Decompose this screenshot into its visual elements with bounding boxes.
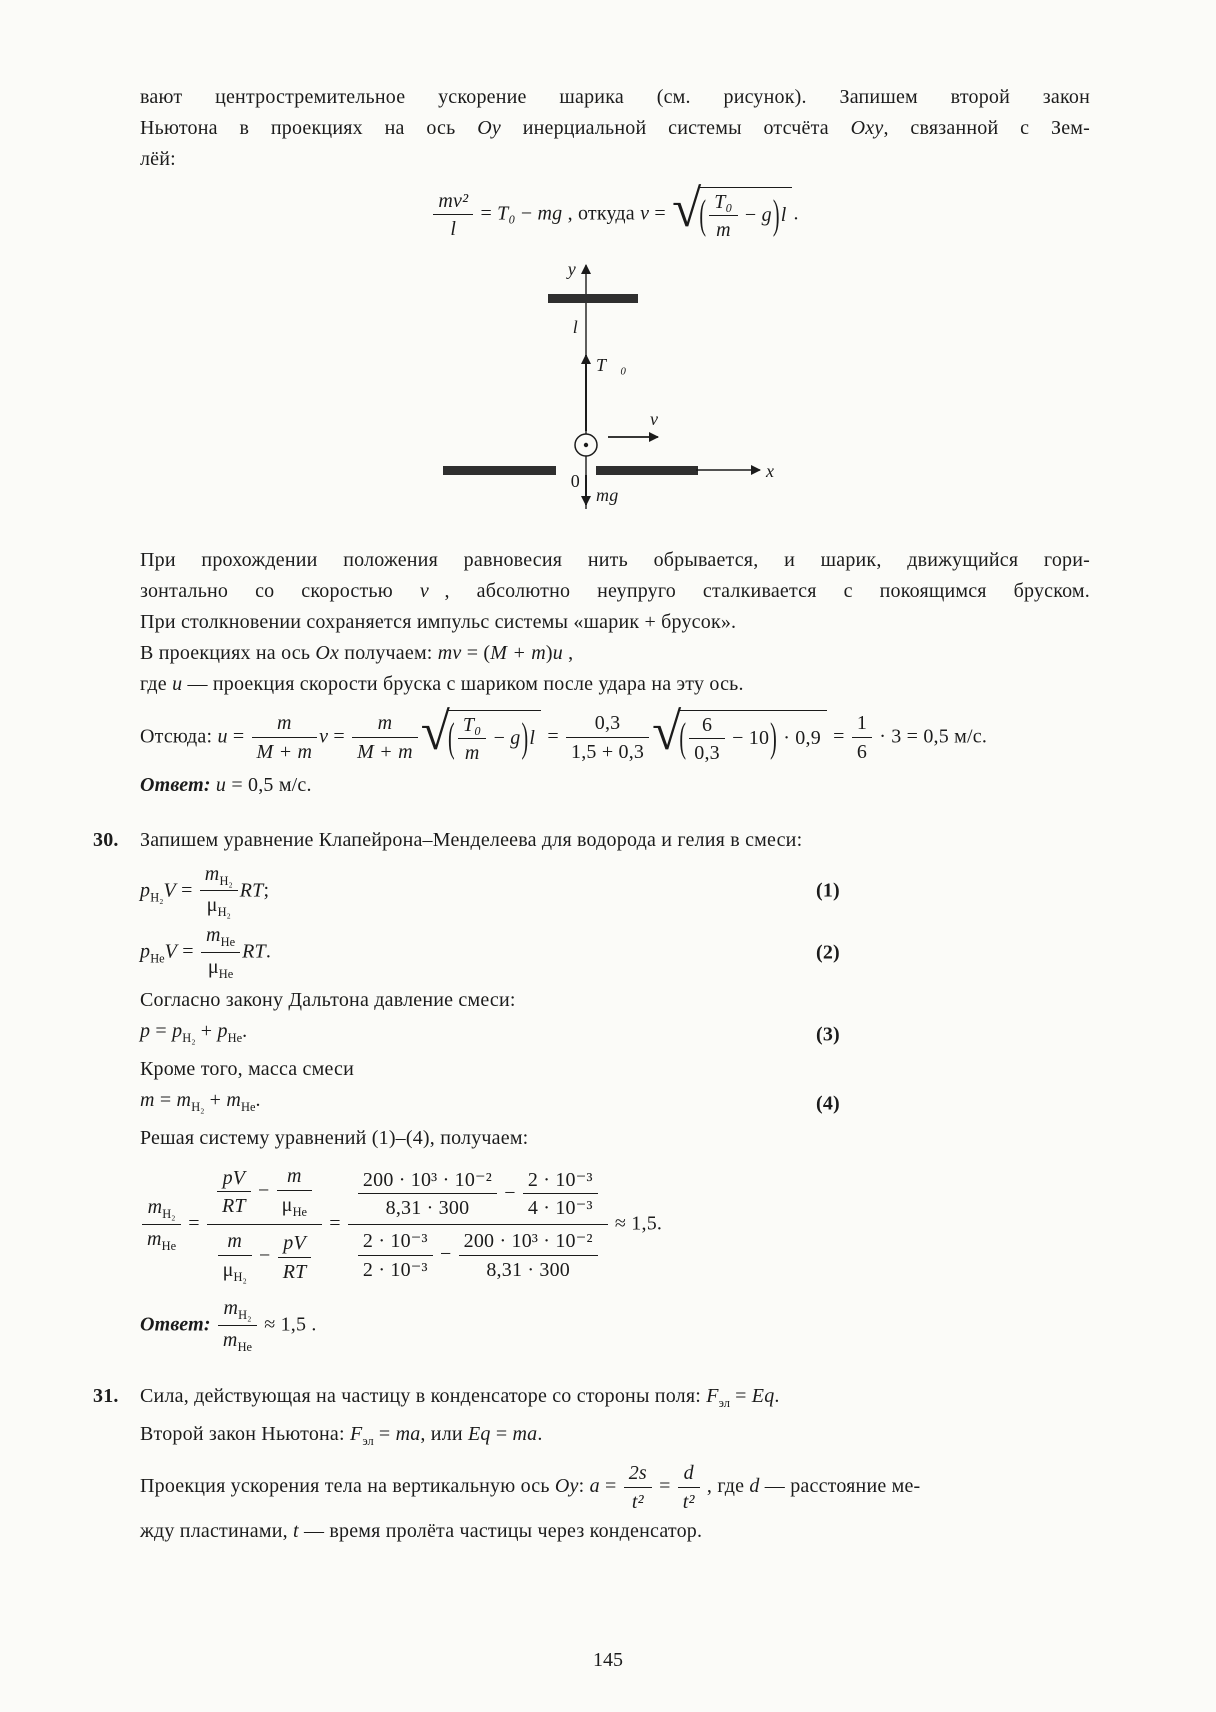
problem-number: 30. <box>93 828 119 851</box>
math-token: · 3 = 0,5 м/с. <box>874 725 988 748</box>
math-token: m <box>226 1089 242 1112</box>
sqrt-body <box>678 710 827 766</box>
paragraph-collision <box>140 545 1090 638</box>
page-number: 145 <box>593 1649 623 1671</box>
subscript: He <box>241 1100 256 1115</box>
math-token: m <box>204 862 220 885</box>
equation-tag: (3) <box>816 1023 840 1046</box>
math-token: = <box>328 725 351 748</box>
subscript: H₂ <box>238 1307 252 1322</box>
line-momentum-projection <box>140 638 1090 669</box>
denominator <box>218 1256 252 1286</box>
text-run: = 0,5 м/с. <box>226 773 312 796</box>
equation-3 <box>140 1016 1090 1054</box>
equation-tag: (2) <box>816 941 840 964</box>
math-token: . <box>793 202 799 225</box>
text-line <box>140 113 1090 144</box>
fraction <box>207 1162 322 1288</box>
problem-30 <box>93 825 1090 1356</box>
big-paren: ) <box>772 192 780 238</box>
math-token: l <box>529 726 536 749</box>
big-paren: ) <box>770 715 778 761</box>
fraction <box>352 711 418 764</box>
math-token: = <box>175 879 198 902</box>
denominator: M + m <box>256 740 313 763</box>
text-run: лёй: <box>140 148 176 170</box>
math-token: = <box>475 202 498 225</box>
math-token: M + m <box>490 641 546 664</box>
text-run: Ньютона в проекциях на ось <box>140 117 478 139</box>
math-token: μ <box>281 1193 293 1216</box>
math-token: t <box>293 1520 299 1543</box>
math-token: m <box>205 924 221 947</box>
math-token: − <box>434 1243 457 1266</box>
math-token: Oy <box>554 1475 579 1498</box>
denominator: t² <box>682 1490 695 1513</box>
text-run: Второй закон Ньютона: <box>140 1423 350 1446</box>
answer-label: Ответ: <box>140 773 211 796</box>
numerator: pV <box>278 1231 312 1257</box>
math-token: m <box>147 1196 163 1219</box>
math-token: v <box>319 725 329 748</box>
text-run: — расстояние ме- <box>759 1475 921 1498</box>
math-token: , где <box>701 1475 750 1498</box>
math-token: μ <box>206 894 218 917</box>
math-token: g <box>510 726 521 749</box>
math-token: = <box>653 1475 676 1498</box>
fraction <box>459 1229 598 1282</box>
math-token: μ <box>222 1258 234 1281</box>
text-run: жду пластинами, <box>140 1520 294 1543</box>
math-token: ≈ 1,5 . <box>259 1313 317 1336</box>
radical-sign: √ <box>420 702 451 761</box>
text-run: зонтально со скоростью <box>140 579 420 602</box>
math-token: ma <box>395 1423 421 1446</box>
denominator <box>201 953 240 983</box>
denominator <box>142 1225 181 1255</box>
math-token: ≈ 1,5. <box>609 1212 663 1235</box>
text-run: Сила, действующая на частицу в конденсаторе со стороны поля: <box>140 1385 707 1408</box>
subscript: эл <box>718 1396 730 1411</box>
math-token: − <box>488 726 511 749</box>
math-token: − <box>252 1179 275 1202</box>
subscript: H₂ <box>162 1207 176 1222</box>
math-token: = <box>599 1475 622 1498</box>
math-token: − <box>515 202 538 225</box>
denominator: RT <box>222 1195 246 1218</box>
numerator: 200 · 10³ · 10⁻² <box>358 1168 497 1194</box>
text-run: откуда <box>577 202 641 225</box>
text-run: , связанной с Зем- <box>883 117 1090 139</box>
math-token: . <box>255 1089 261 1112</box>
equation-4 <box>140 1085 1090 1123</box>
x-axis-label: x <box>766 460 775 481</box>
math-token: m <box>176 1089 192 1112</box>
math-token: ; <box>263 879 270 902</box>
math-token: = <box>461 641 484 664</box>
fraction <box>458 713 486 766</box>
math-token: = <box>542 725 565 748</box>
math-token: = <box>150 1020 173 1043</box>
equation-1 <box>140 862 1090 922</box>
text-line <box>140 576 1090 607</box>
math-token: V <box>163 879 176 902</box>
numerator <box>207 1162 322 1225</box>
math-token: RT <box>242 940 266 963</box>
subscript: He <box>227 1031 243 1046</box>
fraction <box>277 1164 312 1220</box>
denominator: RT <box>282 1260 307 1283</box>
math-token: u <box>210 773 227 796</box>
denominator: l <box>450 217 457 240</box>
numerator: T₀ <box>458 713 486 739</box>
denominator: 0,3 <box>694 742 720 765</box>
fraction <box>852 711 872 764</box>
numerator <box>348 1166 608 1226</box>
math-token: v <box>640 202 650 225</box>
fraction <box>358 1168 497 1221</box>
numerator: pV <box>217 1166 251 1192</box>
numerator: 2s <box>624 1461 652 1487</box>
math-token: = <box>324 1212 346 1235</box>
math-token: = <box>827 725 850 748</box>
subscript: He <box>220 935 236 950</box>
fraction <box>278 1231 312 1284</box>
problem-31-line-2 <box>140 1419 1090 1457</box>
problem-number: 31. <box>93 1385 119 1408</box>
math-token: u <box>217 725 228 748</box>
big-paren: ( <box>448 715 455 761</box>
fraction <box>358 1229 433 1282</box>
math-token: p <box>140 879 151 902</box>
math-token: u <box>552 641 563 664</box>
math-token: − <box>253 1245 276 1268</box>
math-token: Eq <box>468 1423 491 1446</box>
text-run: Проекция ускорения тела на вертикальную ось <box>140 1475 555 1498</box>
text-line <box>140 607 1090 638</box>
big-paren: ( <box>699 192 707 238</box>
math-token: ( <box>483 641 491 664</box>
subscript: эл <box>362 1434 374 1449</box>
gravity-label: mg⃗ <box>596 484 633 505</box>
math-token: . <box>265 940 272 963</box>
equation-tag: (1) <box>816 879 840 902</box>
numerator: 2 · 10⁻³ <box>358 1229 433 1255</box>
text-run: — время пролёта частицы через конденсатор. <box>298 1520 703 1543</box>
math-token: : <box>578 1475 590 1498</box>
text-run: получаем: <box>339 641 438 664</box>
fraction <box>218 1229 252 1285</box>
math-token: ) <box>545 641 553 664</box>
fraction <box>433 189 473 242</box>
text-run: В проекциях на ось <box>140 641 316 664</box>
math-token: a <box>589 1475 600 1498</box>
math-token: p <box>140 1020 151 1043</box>
problem-30-title: Запишем уравнение Клапейрона–Менделеева для водорода и гелия в смеси: <box>140 828 803 851</box>
fraction <box>624 1461 652 1514</box>
math-token: = <box>729 1385 752 1408</box>
denominator: M + m <box>357 740 413 763</box>
numerator: 200 · 10³ · 10⁻² <box>459 1229 598 1255</box>
numerator: m <box>352 711 418 737</box>
origin-label: 0 <box>570 470 580 491</box>
numerator: 6 <box>689 713 725 739</box>
math-token: m <box>223 1296 239 1319</box>
subscript: H₂ <box>217 905 231 920</box>
y-axis-label: y <box>567 258 576 279</box>
math-token: = <box>183 1212 205 1235</box>
math-token: p <box>172 1020 183 1043</box>
text-run: вают центростремительное ускорение шарика (см. рисунок). Запишем второй закон <box>140 86 1090 108</box>
math-token: ma <box>512 1423 538 1446</box>
fraction <box>689 713 725 766</box>
math-token: p <box>217 1020 228 1043</box>
math-token: = <box>177 940 199 963</box>
subscript: H₂ <box>219 873 233 888</box>
math-token: , <box>562 641 574 664</box>
math-token: p <box>140 940 151 963</box>
denominator: 4 · 10⁻³ <box>527 1197 593 1220</box>
numerator: m <box>277 1164 312 1190</box>
math-token: − 10 <box>726 726 770 749</box>
text-run: При прохождении положения равновесия нить обрывается, и шарик, движущийся гори- <box>140 548 1090 571</box>
square-root <box>420 702 541 766</box>
math-token: = <box>490 1423 513 1446</box>
numerator: 2 · 10⁻³ <box>523 1168 598 1194</box>
fraction <box>200 862 238 922</box>
subscript: H₂ <box>182 1031 196 1046</box>
denominator: 8,31 · 300 <box>486 1258 571 1281</box>
denominator: m <box>716 219 731 242</box>
math-token: − <box>499 1181 521 1204</box>
subscript: He <box>292 1204 308 1219</box>
text-run: , абсолютно неупруго сталкивается с покоящимся бруском. <box>444 579 1090 602</box>
denominator <box>207 1225 322 1287</box>
equation-mass-ratio <box>140 1162 1090 1288</box>
numerator <box>218 1296 257 1326</box>
text-run: , или <box>420 1423 468 1446</box>
math-token: , <box>562 202 578 225</box>
numerator: d <box>678 1461 700 1487</box>
fraction <box>142 1195 181 1255</box>
math-token: u <box>172 672 183 695</box>
numerator <box>201 923 240 953</box>
radical-sign: √ <box>652 702 682 761</box>
math-token: l <box>780 203 787 226</box>
math-token: − <box>739 203 762 226</box>
math-token: = <box>373 1423 396 1446</box>
math-token: mg <box>537 202 563 225</box>
equation-tag: (4) <box>816 1092 840 1115</box>
diagram-container <box>438 249 1090 539</box>
math-token: . <box>774 1385 780 1408</box>
big-paren: ( <box>679 715 687 761</box>
math-token: v⃗ <box>419 579 445 602</box>
text-solve: Решая систему уравнений (1)–(4), получаем: <box>140 1127 529 1150</box>
floor-bar-right <box>596 466 698 475</box>
math-token: m <box>222 1328 238 1351</box>
text-line <box>140 545 1090 576</box>
math-token: Ox <box>315 641 340 664</box>
subscript: He <box>218 967 234 982</box>
text-run: инерциальной системы отсчёта <box>500 117 851 139</box>
math-token: m <box>147 1227 162 1250</box>
numerator: 1 <box>852 711 872 737</box>
page-content <box>93 82 1090 1547</box>
equation-velocity-result <box>140 702 1090 766</box>
text-line <box>140 82 1090 113</box>
fraction <box>252 711 318 764</box>
math-token: g <box>761 203 772 226</box>
numerator <box>200 862 238 892</box>
fraction <box>523 1168 598 1221</box>
math-token: T₀ <box>497 202 516 225</box>
denominator: 2 · 10⁻³ <box>362 1258 428 1281</box>
text-krome: Кроме того, масса смеси <box>140 1058 355 1081</box>
denominator: 1,5 + 0,3 <box>571 740 645 763</box>
floor-bar-left <box>443 466 556 475</box>
numerator: mv² <box>433 189 473 215</box>
math-token: m <box>140 1089 155 1112</box>
math-token: mv <box>437 641 462 664</box>
text-run: — проекция скорости бруска с шариком после удара на эту ось. <box>182 672 744 695</box>
denominator <box>218 1326 257 1356</box>
ceiling-bar <box>548 294 638 303</box>
fraction <box>201 923 240 983</box>
problem-31 <box>93 1381 1090 1547</box>
numerator: m <box>252 711 318 737</box>
fraction <box>566 711 649 764</box>
fraction <box>678 1461 700 1514</box>
fraction <box>348 1166 608 1285</box>
math-token: F <box>706 1385 719 1408</box>
math-token: + <box>204 1089 227 1112</box>
problem-31-line-3 <box>140 1461 1090 1514</box>
text-run: При столкновении сохраняется импульс системы «шарик + брусок». <box>140 610 737 633</box>
math-token: = <box>227 725 250 748</box>
denominator <box>348 1225 608 1284</box>
sqrt-body <box>447 710 541 766</box>
numerator <box>142 1195 181 1225</box>
math-token: = <box>649 202 672 225</box>
denominator <box>277 1191 312 1221</box>
text-run: где <box>140 672 173 695</box>
numerator: 0,3 <box>566 711 649 737</box>
math-token: Eq <box>751 1385 775 1408</box>
text-run: Отсюда: <box>140 725 218 748</box>
numerator: m <box>218 1229 252 1255</box>
subscript: H₂ <box>150 890 164 905</box>
problem-31-line-4 <box>140 1516 1090 1547</box>
denominator <box>200 891 238 921</box>
numerator: T₀ <box>709 190 737 216</box>
length-label: l <box>572 316 578 337</box>
math-token: = <box>154 1089 177 1112</box>
subscript: H₂ <box>191 1100 205 1115</box>
subscript: He <box>150 951 165 966</box>
denominator: t² <box>631 1490 644 1513</box>
math-token: V <box>164 940 178 963</box>
fraction <box>709 190 737 243</box>
denominator: m <box>464 742 480 765</box>
square-root <box>672 180 792 243</box>
math-token: . <box>537 1423 543 1446</box>
subscript: H₂ <box>233 1269 247 1284</box>
denominator: 8,31 · 300 <box>385 1197 470 1220</box>
equation-2 <box>140 923 1090 983</box>
denominator: 6 <box>856 740 868 763</box>
fraction <box>217 1166 251 1219</box>
math-token: RT <box>239 879 264 902</box>
math-token: d <box>749 1475 760 1498</box>
subscript: He <box>161 1238 177 1253</box>
answer-label: Ответ: <box>140 1313 216 1336</box>
answer-29 <box>140 770 1090 801</box>
square-root <box>652 702 827 766</box>
sqrt-body <box>698 187 792 243</box>
answer-30 <box>140 1296 1090 1356</box>
equation-newton-projection <box>140 180 1090 243</box>
ball-center-dot <box>584 443 588 447</box>
line-where-u <box>140 669 1090 700</box>
big-paren: ) <box>521 715 529 761</box>
fraction <box>218 1296 257 1356</box>
problem-31-line-1 <box>140 1381 1090 1419</box>
math-token: F <box>349 1423 363 1446</box>
math-token: + <box>195 1020 218 1043</box>
subscript: He <box>237 1339 253 1354</box>
math-token: Oy <box>477 117 501 139</box>
math-token: Oxy <box>850 117 884 139</box>
text-dalton: Согласно закону Дальтона давление смеси: <box>140 989 516 1012</box>
velocity-label: v⃗ <box>650 408 673 429</box>
radical-sign: √ <box>672 180 702 238</box>
tension-label: T⃗₀ <box>596 354 627 375</box>
math-token: · 0,9 <box>778 726 821 749</box>
pendulum-diagram <box>438 249 778 529</box>
paragraph-intro <box>140 82 1090 175</box>
math-token: μ <box>207 956 219 979</box>
text-line <box>140 144 1090 175</box>
math-token: . <box>242 1020 248 1043</box>
